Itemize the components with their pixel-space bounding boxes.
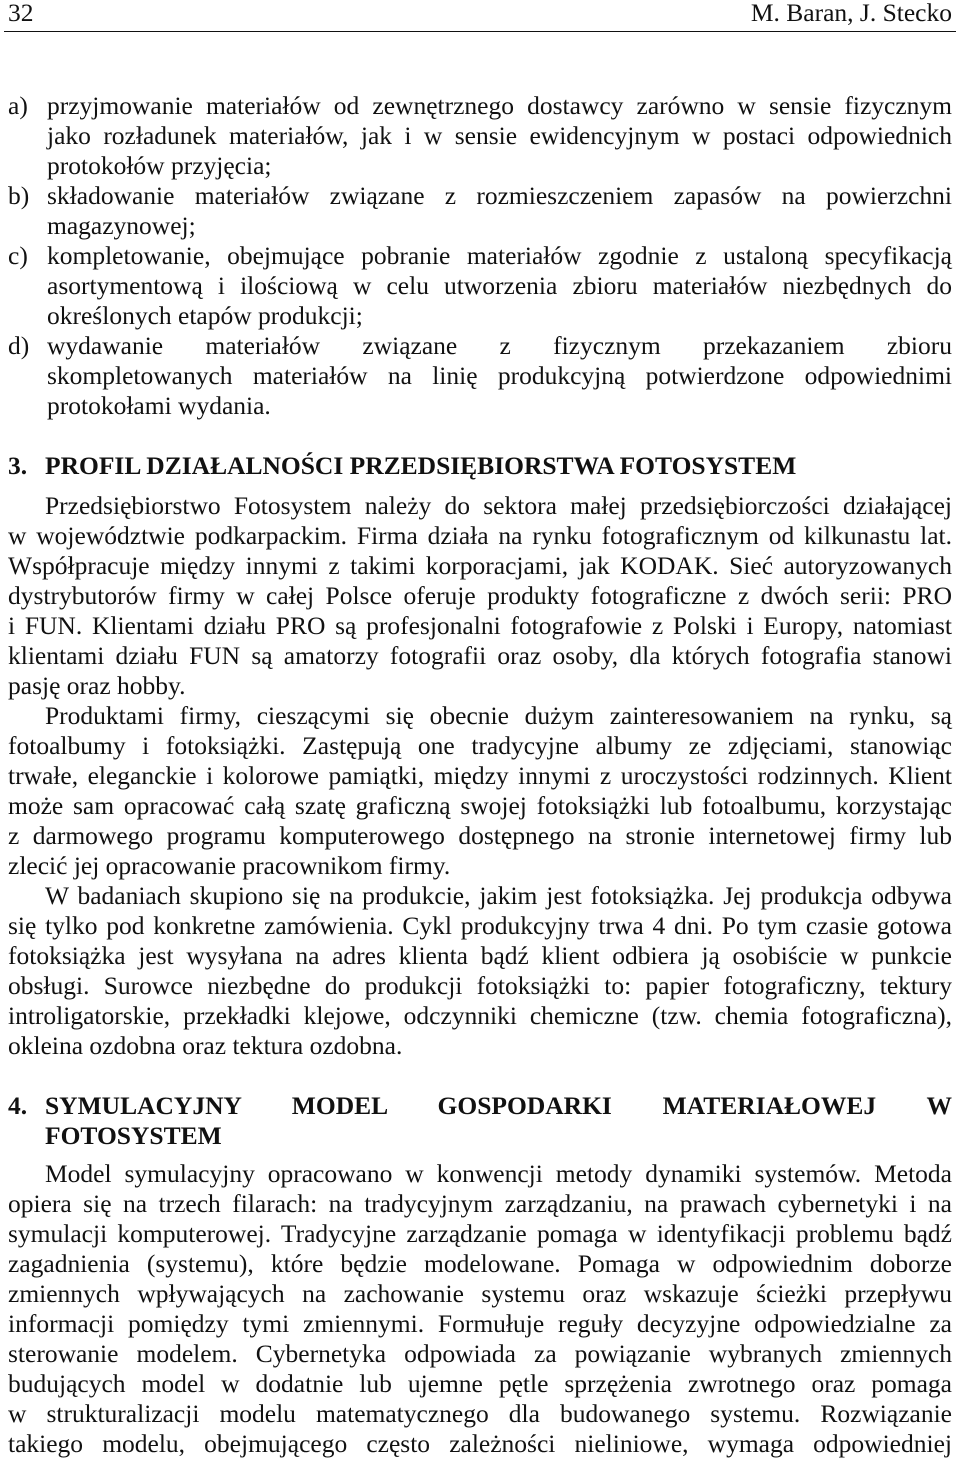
paragraph-line: i FUN. Klientami działu PRO są profesjonalni fotografowie z Polski i Europy, natomiast — [8, 611, 952, 640]
paragraph-line: Przedsiębiorstwo Fotosystem należy do sektora małej przedsiębiorczości działającej — [45, 491, 952, 520]
list-line: wydawanie materiałów związane z fizycznym przekazaniem zbioru — [47, 331, 952, 360]
paragraph-line: zagadnienia (systemu), które będzie modelowane. Pomaga w odpowiednim doborze — [8, 1249, 952, 1278]
paragraph-line: zlecić jej opracowanie pracownikom firmy. — [8, 851, 451, 880]
paragraph-line: Produktami firmy, cieszącymi się obecnie dużym zainteresowaniem na rynku, są — [45, 701, 952, 730]
list-label: b) — [8, 181, 30, 210]
paragraph-line: trwałe, eleganckie i kolorowe pamiątki, między innymi z uroczystości rodzinnych. Klient — [8, 761, 952, 790]
section-3-body — [8, 491, 952, 1061]
section-number: 3. — [8, 451, 28, 480]
paragraph-line: takiego modelu, obejmującego często zależności nieliniowe, wymaga odpowiedniej — [8, 1429, 952, 1458]
list-item-a — [8, 91, 952, 181]
paragraph — [8, 491, 952, 701]
section-4-body — [8, 1159, 952, 1459]
list-line: jako rozładunek materiałów, jak i w sensie ewidencyjnym w postaci odpowiednich — [47, 121, 952, 150]
paragraph-line: informacji pomiędzy tymi zmiennymi. Formułuje reguły decyzyjne odpowiedzialne za — [8, 1309, 952, 1338]
paragraph-line: zmiennych wpływających na zachowanie systemu oraz wskazuje ścieżki przepływu — [8, 1279, 952, 1308]
page-number: 32 — [8, 0, 34, 27]
list-line: protokołami wydania. — [47, 391, 271, 420]
paragraph-line: fotoksiążka jest wysyłana na adres klienta bądź klient odbiera ją osobiście w punkcie — [8, 941, 952, 970]
list-line: określonych etapów produkcji; — [47, 301, 363, 330]
list-line: magazynowej; — [47, 211, 196, 240]
paragraph-line: sterowanie modelem. Cybernetyka odpowiada za powiązanie wybranych zmiennych — [8, 1339, 952, 1368]
paragraph-line: obsługi. Surowce niezbędne do produkcji fotoksiążki to: papier fotograficzny, tektury — [8, 971, 952, 1000]
paragraph-line: symulacji komputerowej. Tradycyjne zarządzanie pomaga w identyfikacji problemu bądź — [8, 1219, 952, 1248]
paragraph-line: W badaniach skupiono się na produkcie, jakim jest fotoksiążka. Jej produkcja odbywa — [45, 881, 952, 910]
paragraph-line: okleina ozdobna oraz tektura ozdobna. — [8, 1031, 403, 1060]
section-3-heading — [8, 451, 952, 481]
section-number: 4. — [8, 1091, 28, 1120]
list-line: składowanie materiałów związane z rozmieszczeniem zapasów na powierzchni — [47, 181, 952, 210]
paragraph — [8, 1159, 952, 1459]
list-line: kompletowanie, obejmujące pobranie materiałów zgodnie z ustaloną specyfikacją — [47, 241, 952, 270]
paragraph-line: klientami działu FUN są amatorzy fotografii oraz osoby, dla których fotografia stanowi — [8, 641, 952, 670]
list-item-d — [8, 331, 952, 421]
paragraph-line: Współpracuje między innymi z takimi korporacjami, jak KODAK. Sieć autoryzowanych — [8, 551, 952, 580]
paragraph-line: Model symulacyjny opracowano w konwencji metody dynamiki systemów. Metoda — [45, 1159, 952, 1188]
list-item-c — [8, 241, 952, 331]
paragraph-line: budujących model w dodatnie lub ujemne pętle sprzężenia zwrotnego oraz pomaga — [8, 1369, 952, 1398]
paragraph-line: w województwie podkarpackim. Firma działa na rynku fotograficznym od kilkunastu lat. — [8, 521, 952, 550]
paragraph-line: z darmowego programu komputerowego dostępnego na stronie internetowej firmy lub — [8, 821, 952, 850]
paragraph — [8, 701, 952, 881]
list-line: przyjmowanie materiałów od zewnętrznego dostawcy zarówno w sensie fizycznym — [47, 91, 952, 120]
list-label: c) — [8, 241, 28, 270]
section-4-heading — [8, 1091, 952, 1151]
authors: M. Baran, J. Stecko — [750, 0, 952, 27]
paragraph-line: introligatorskie, przekładki klejowe, odczynniki chemiczne (tzw. chemia fotograficzna), — [8, 1001, 952, 1030]
list-line: asortymentową i ilościową w celu utworzenia zbioru materiałów niezbędnych do — [47, 271, 952, 300]
paragraph-line: dystrybutorów firmy w całej Polsce oferuje produkty fotograficzne z dwóch serii: PRO — [8, 581, 952, 610]
list-item-b — [8, 181, 952, 241]
section-title: FOTOSYSTEM — [45, 1121, 222, 1150]
running-header — [8, 0, 952, 27]
section-title: PROFIL DZIAŁALNOŚCI PRZEDSIĘBIORSTWA FOTOSYSTEM — [45, 451, 797, 480]
paragraph — [8, 881, 952, 1061]
list-line: protokołów przyjęcia; — [47, 151, 272, 180]
header-rule — [4, 31, 956, 32]
paragraph-line: się tylko pod konkretne zamówienia. Cykl produkcyjny trwa 4 dni. Po tym czasie gotowa — [8, 911, 952, 940]
list-label: a) — [8, 91, 28, 120]
list-line: skompletowanych materiałów na linię produkcyjną potwierdzone odpowiednimi — [47, 361, 952, 390]
paragraph-line: w strukturalizacji modelu matematycznego dla budowanego systemu. Rozwiązanie — [8, 1399, 952, 1428]
paragraph-line: może sam opracować całą szatę graficzną swojej fotoksiążki lub fotoalbumu, korzystając — [8, 791, 952, 820]
section-title: SYMULACYJNY MODEL GOSPODARKI MATERIAŁOWEJ W — [45, 1091, 952, 1120]
paragraph-line: opiera się na trzech filarach: na tradycyjnym zarządzaniu, na prawach cybernetyki i na — [8, 1189, 952, 1218]
process-list — [8, 91, 952, 421]
list-label: d) — [8, 331, 30, 360]
paragraph-line: fotoalbumy i fotoksiążki. Zastępują one tradycyjne albumy ze zdjęciami, stanowiąc — [8, 731, 952, 760]
paragraph-line: pasję oraz hobby. — [8, 671, 186, 700]
